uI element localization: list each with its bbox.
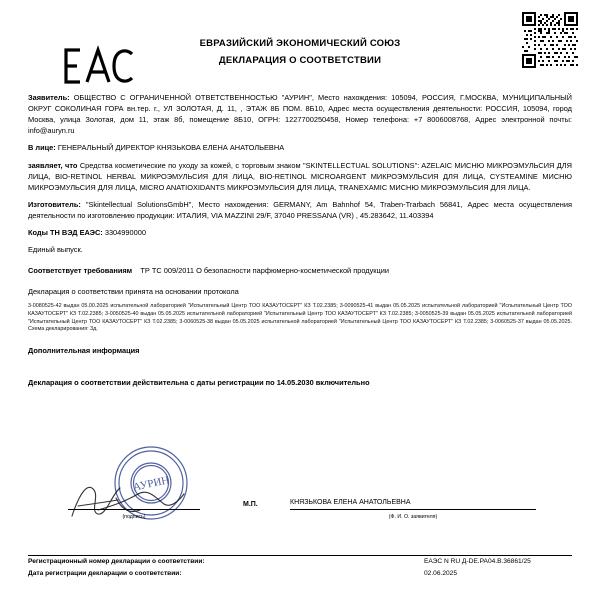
- tnved-label: Коды ТН ВЭД ЕАЭС:: [28, 228, 103, 238]
- compliance-value: ТР ТС 009/2011 О безопасности парфюмерно-косметической продукции: [140, 266, 390, 276]
- registration-number-value: ЕАЭС N RU Д-DE.РА04.В.36861/25: [424, 558, 531, 565]
- signer-name: КНЯЗЬКОВА ЕЛЕНА АНАТОЛЬЕВНА: [290, 499, 411, 506]
- page-title-union: ЕВРАЗИЙСКИЙ ЭКОНОМИЧЕСКИЙ СОЮЗ: [199, 38, 401, 49]
- signer-line: [290, 509, 536, 510]
- manufacturer-label: Изготовитель:: [28, 199, 81, 209]
- tnved-paragraph: [28, 227, 572, 238]
- compliance-paragraph: [28, 265, 572, 276]
- signer-caption: (Ф. И. О. заявителя): [388, 514, 438, 520]
- protocol-value: 3-0080525-42 выдан 05.00.2025 испытательной лабораторией "Испытательный Центр ТОО КАЗАУТОСЕРТ" КЗ Т.02.2385; 3-0090525-41 выдан 05.05.2025 испытательной лабораторией "Испытательный Центр ТОО КАЗАУТОСЕРТ" КЗ Т.02.2385; 3-0050525-40 выдан 05.05.2025 испытательной лабораторией "Испытательный Центр ТОО КАЗАУТОСЕРТ" КЗ Т.02.2385; 3-0050525-39 выдан 05.05.2025 испытательной лабораторией "Испытательный Центр ТОО КАЗАУТОСЕРТ" КЗ Т.02.2385; 3-0060525-38 выдан 05.05.2025 испытательной лабораторией "Испытательный Центр ТОО КАЗАУТОСЕРТ" КЗ Т.02.2385; 3-0060525-37 выдан 05.05.2025. Схема декларирования: 3д.: [28, 302, 572, 333]
- additional-info-label: Дополнительная информация: [28, 346, 140, 356]
- manufacturer-paragraph: [28, 199, 572, 221]
- person-label: В лице:: [28, 143, 56, 153]
- declares-label: заявляет, что: [28, 160, 78, 170]
- compliance-label: Соответствует требованиям: [28, 266, 133, 276]
- applicant-label: Заявитель:: [28, 93, 70, 102]
- declares-value: Средства косметические по уходу за кожей, с торговым знаком "SKINTELLECTUAL SOLUTIONS": AZELAIC МИСНЮ МИКРОЭМУЛЬСИЯ ДЛЯ ЛИЦА, BIO-RETINOL HERBAL МИКРОЭМУЛЬСИЯ ДЛЯ ЛИЦА, BIO-RETINOL MICROARGENT МИКРОЭМУЛЬСИЯ ДЛЯ ЛИЦА, CYSTEAMINE МИСНЮ МИКРОЭМУЛЬСИЯ ДЛЯ ЛИЦА, MICRO ANATIOXIDANTS МИКРОЭМУЛЬСИЯ ДЛЯ ЛИЦА, TRANEXAMIC МИСНЮ МИКРОЭМУЛЬСИЯ ДЛЯ ЛИЦА.: [28, 160, 572, 192]
- validity-statement: Декларация о соответствии действительна с даты регистрации по 14.05.2030 включительно: [28, 378, 370, 388]
- applicant-value: ОБЩЕСТВО С ОГРАНИЧЕННОЙ ОТВЕТСТВЕННОСТЬЮ "АУРИН", Место нахождения: 105094, РОССИЯ, Г.МОСКВА, МУНИЦИПАЛЬНЫЙ ОКРУГ СОКОЛИНАЯ ГОРА вн.тер. г., УЛ ЗОЛОТАЯ, Д. 11, , ЭТАЖ 8Б ПОМ. 8Б10, Адрес места осуществления деятельности: РОССИЯ, 105094, город Москва, улица Золотая, дом 11, этаж 8б, помещение 8Б10, ОГРН: 1227700250458, Номер телефона: +7 8006008768, Адрес электронной почты: info@auryn.ru: [28, 93, 572, 136]
- person-value: ГЕНЕРАЛЬНЫЙ ДИРЕКТОР КНЯЗЬКОВА ЕЛЕНА АНАТОЛЬЕВНА: [57, 143, 285, 153]
- registration-date-row: [28, 570, 572, 577]
- signature-area: [28, 452, 572, 522]
- document-body: [28, 92, 572, 388]
- signature-caption: (подпись): [122, 514, 146, 520]
- page-title-declaration: ДЕКЛАРАЦИЯ О СООТВЕТСТВИИ: [218, 55, 382, 66]
- registration-date-label: Дата регистрации декларации о соответствии:: [28, 570, 182, 577]
- person-paragraph: [28, 142, 572, 153]
- registration-date-value: 02.06.2025: [424, 570, 458, 577]
- applicant-paragraph: [28, 92, 572, 136]
- declares-paragraph: [28, 160, 572, 193]
- qr-code-icon: [522, 12, 578, 68]
- registration-footer: [28, 558, 572, 582]
- manufacturer-value: "Skintellectual SolutionsGmbH", Место нахождения: GERMANY, Am Bahnhof 54, Traben-Trarbach 56841, Адрес места осуществления деятельности по изготовлению продукции: ИТАЛИЯ, VIA MAZZINI 29/F, 37040 PRESSANA (VR) , 45.283642, 11.403394: [28, 199, 572, 220]
- series-paragraph: Единый выпуск.: [28, 245, 83, 255]
- protocol-label: Декларация о соответствии принята на основании протокола: [28, 287, 239, 297]
- footer-divider: [28, 555, 572, 556]
- registration-number-row: [28, 558, 572, 565]
- tnved-value: 3304990000: [104, 228, 146, 238]
- stamp-place-label: М.П.: [243, 501, 258, 508]
- signature-line: [68, 509, 200, 510]
- eac-conformity-mark-icon: [60, 44, 138, 88]
- stamp-text: АУРИН: [131, 474, 171, 494]
- registration-number-label: Регистрационный номер декларации о соответствии:: [28, 558, 205, 565]
